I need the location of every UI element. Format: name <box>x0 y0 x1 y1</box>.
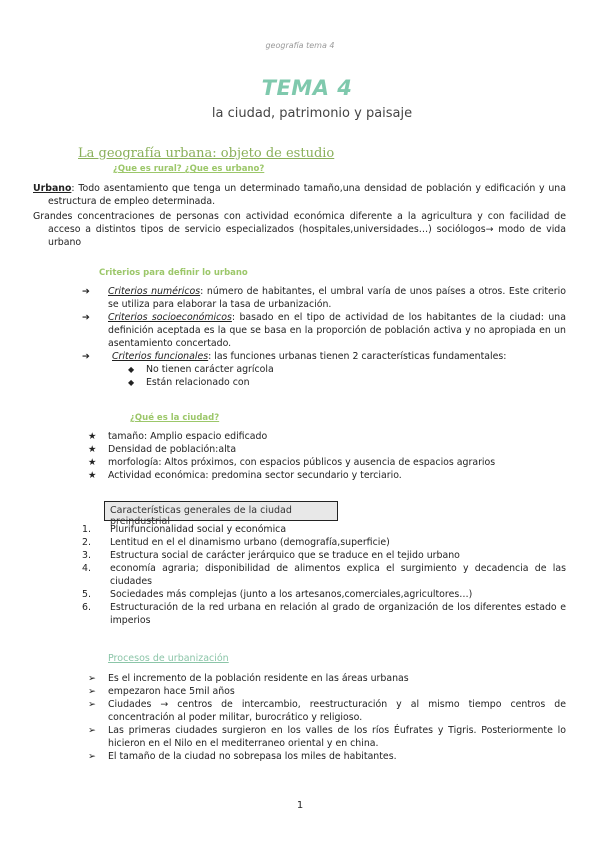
ciudad-list <box>88 430 566 482</box>
procesos-heading: Procesos de urbanización <box>108 653 229 664</box>
star-bullet-icon: ★ <box>88 431 97 442</box>
criterio-subitem: ◆ No tienen carácter agrícola <box>128 364 274 375</box>
page-number: 1 <box>296 800 304 811</box>
proceso-item: ➢ empezaron hace 5mil años <box>88 686 235 697</box>
criterio-term: Criterios socioeconómicos <box>108 312 232 323</box>
caracteristicas-list <box>82 523 566 627</box>
caracteristica-item: 2. Lentitud en el el dinamismo urbano (demografía,superficie) <box>82 537 390 548</box>
criterios-list <box>82 285 566 389</box>
running-header: geografía tema 4 <box>265 41 335 50</box>
section-heading-geografia-urbana: La geografía urbana: objeto de estudio <box>78 146 335 161</box>
caracteristica-item: 3. Estructura social de carácter jerárquico que se traduce en el tejido urbano <box>82 550 460 561</box>
que-es-ciudad-heading: ¿Qué es la ciudad? <box>130 413 220 423</box>
star-bullet-icon: ★ <box>88 457 97 468</box>
criterio-text: : las funciones urbanas tienen 2 características fundamentales: <box>208 351 507 362</box>
urbano-term: Urbano <box>33 183 72 194</box>
caracteristica-item: 1. Plurifuncionalidad social y económica <box>82 524 287 535</box>
diamond-bullet-icon: ◆ <box>128 378 135 387</box>
arrow-bullet-icon: ➔ <box>82 351 90 362</box>
star-bullet-icon: ★ <box>88 444 97 455</box>
criterio-text: : número de habitantes, el umbral varía de unos países a otros. Este criterio se utiliza para elaborar la tasa de urbanización. <box>108 286 567 310</box>
criterios-heading: Criterios para definir lo urbano <box>99 268 248 278</box>
chevron-bullet-icon: ➢ <box>88 673 96 684</box>
criterio-term: Criterios funcionales <box>112 351 209 362</box>
caracteristica-item: 5. Sociedades más complejas (junto a los artesanos,comerciales,agricultores…) <box>82 589 473 600</box>
criterio-item <box>82 311 566 350</box>
proceso-item: ➢ Es el incremento de la población residente en las áreas urbanas <box>88 673 409 684</box>
chevron-bullet-icon: ➢ <box>88 751 96 762</box>
arrow-bullet-icon: ➔ <box>82 286 90 297</box>
caracteristica-item: 6. Estructuración de la red urbana en relación al grado de organización de los diferentes estado e imperios <box>82 602 566 626</box>
urbano-paragraph: Grandes concentraciones de personas con actividad económica diferente a la agricultura y con facilidad de acceso a distintos tipos de servicio especializados (hospitales,universidades…) sociólogos→ modo de vida urbano <box>33 211 566 248</box>
chevron-bullet-icon: ➢ <box>88 725 96 736</box>
criterio-item <box>82 350 566 363</box>
ciudad-item: ★ tamaño: Amplio espacio edificado <box>88 431 268 442</box>
chevron-bullet-icon: ➢ <box>88 699 96 710</box>
page-title: TEMA 4 <box>261 76 353 100</box>
ciudad-item: ★ morfología: Altos próximos, con espacios públicos y ausencia de espacios agrarios <box>88 457 496 468</box>
caracteristicas-heading-box: Características generales de la ciudad preindustrial <box>104 501 338 521</box>
chevron-bullet-icon: ➢ <box>88 686 96 697</box>
proceso-item: ➢ El tamaño de la ciudad no sobrepasa los miles de habitantes. <box>88 751 397 762</box>
diamond-bullet-icon: ◆ <box>128 365 135 374</box>
criterio-text: : basado en el tipo de actividad de los habitantes de la ciudad: una definición aceptada es la que se basa en la proporción de población activa y no apropiada en un asentamiento concertado. <box>108 312 566 349</box>
arrow-bullet-icon: ➔ <box>82 312 90 323</box>
urbano-definition-text: : Todo asentamiento que tenga un determinado tamaño,una densidad de población y edificación y una estructura de empleo determinada. <box>48 183 566 207</box>
proceso-item: ➢ Ciudades → centros de intercambio, reestructuración y al mismo tiempo centros de concentración al poder militar, burocrático y religioso. <box>88 699 566 723</box>
criterio-term: Criterios numéricos <box>108 286 201 297</box>
criterio-item <box>82 285 566 311</box>
urbano-definition <box>33 182 566 208</box>
star-bullet-icon: ★ <box>88 470 97 481</box>
procesos-list <box>88 672 566 763</box>
ciudad-item: ★ Actividad económica: predomina sector secundario y terciario. <box>88 470 402 481</box>
page-subtitle: la ciudad, patrimonio y paisaje <box>211 106 413 121</box>
proceso-item: ➢ Las primeras ciudades surgieron en los valles de los ríos Éufrates y Tigris. Posteriormente lo hicieron en el Nilo en el mediterraneo oriental y en china. <box>88 725 566 749</box>
criterio-subitem: ◆ Están relacionado con <box>128 377 250 388</box>
caracteristica-item: 4. economía agraria; disponibilidad de alimentos explica el surgimiento y decadencia de las ciudades <box>82 563 566 587</box>
ciudad-item: ★ Densidad de población:alta <box>88 444 237 455</box>
section-subheading-rural-urbano: ¿Que es rural? ¿Que es urbano? <box>113 164 265 174</box>
